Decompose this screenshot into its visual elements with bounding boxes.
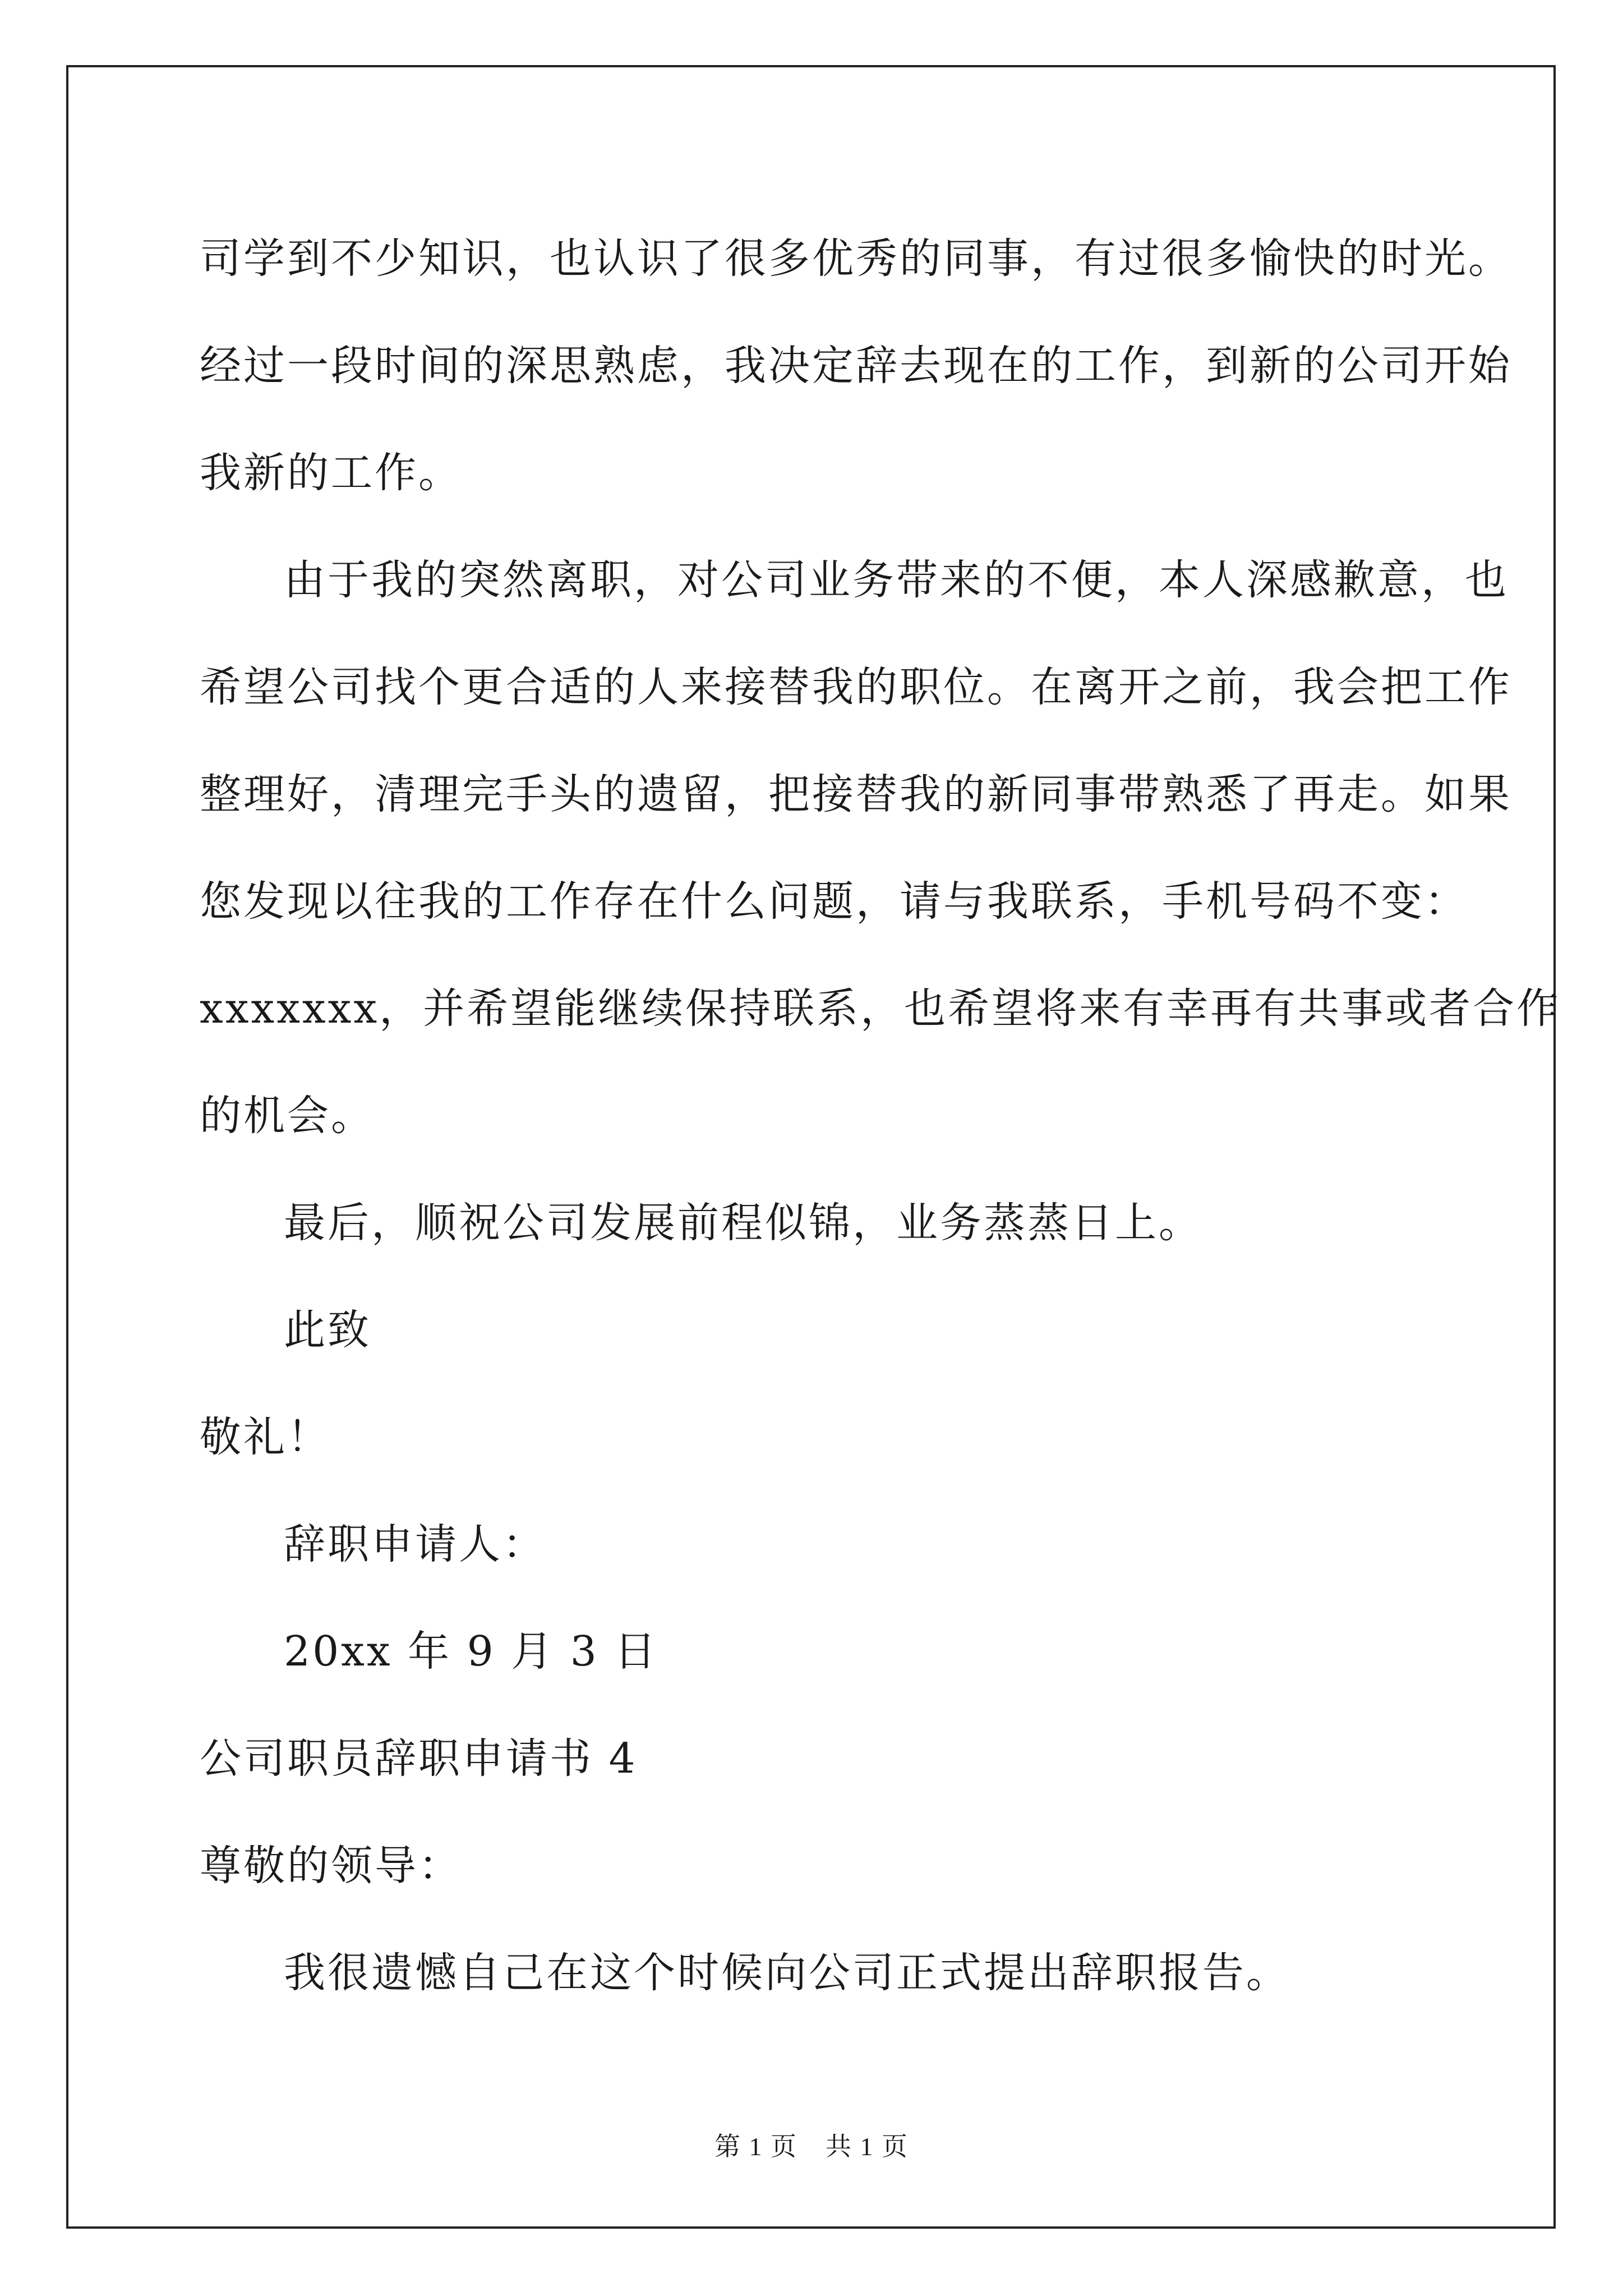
page-total: 共 1 页 bbox=[826, 2132, 909, 2161]
page-number: 第 1 页 bbox=[714, 2132, 797, 2161]
section-heading: 公司职员辞职申请书 4 bbox=[200, 1734, 638, 1783]
paragraph-line: 我很遗憾自己在这个时候向公司正式提出辞职报告。 bbox=[284, 1949, 1290, 1997]
paragraph-line: 整理好，清理完手头的遗留，把接替我的新同事带熟悉了再走。如果 bbox=[200, 770, 1512, 818]
paragraph-line: 司学到不少知识，也认识了很多优秀的同事，有过很多愉快的时光。 bbox=[200, 234, 1512, 283]
greeting: 尊敬的领导： bbox=[200, 1842, 462, 1890]
closing-salutation: 此致 bbox=[284, 1306, 371, 1354]
signature-label: 辞职申请人： bbox=[284, 1520, 546, 1568]
closing-regards: 敬礼！ bbox=[200, 1413, 331, 1461]
paragraph-line: xxxxxxx，并希望能继续保持联系，也希望将来有幸再有共事或者合作 bbox=[200, 984, 1561, 1033]
paragraph-line: 由于我的突然离职，对公司业务带来的不便，本人深感歉意，也 bbox=[284, 556, 1509, 604]
paragraph-line: 我新的工作。 bbox=[200, 449, 462, 497]
paragraph-line: 经过一段时间的深思熟虑，我决定辞去现在的工作，到新的公司开始 bbox=[200, 342, 1512, 390]
paragraph-line: 最后，顺祝公司发展前程似锦，业务蒸蒸日上。 bbox=[284, 1199, 1202, 1247]
page-footer bbox=[0, 2126, 1623, 2163]
paragraph-line: 希望公司找个更合适的人来接替我的职位。在离开之前，我会把工作 bbox=[200, 663, 1512, 711]
paragraph-line: 的机会。 bbox=[200, 1092, 375, 1140]
document-body bbox=[200, 205, 1561, 2027]
letter-date: 20xx 年 9 月 3 日 bbox=[284, 1627, 658, 1676]
paragraph-line: 您发现以往我的工作存在什么问题，请与我联系，手机号码不变： bbox=[200, 877, 1468, 926]
